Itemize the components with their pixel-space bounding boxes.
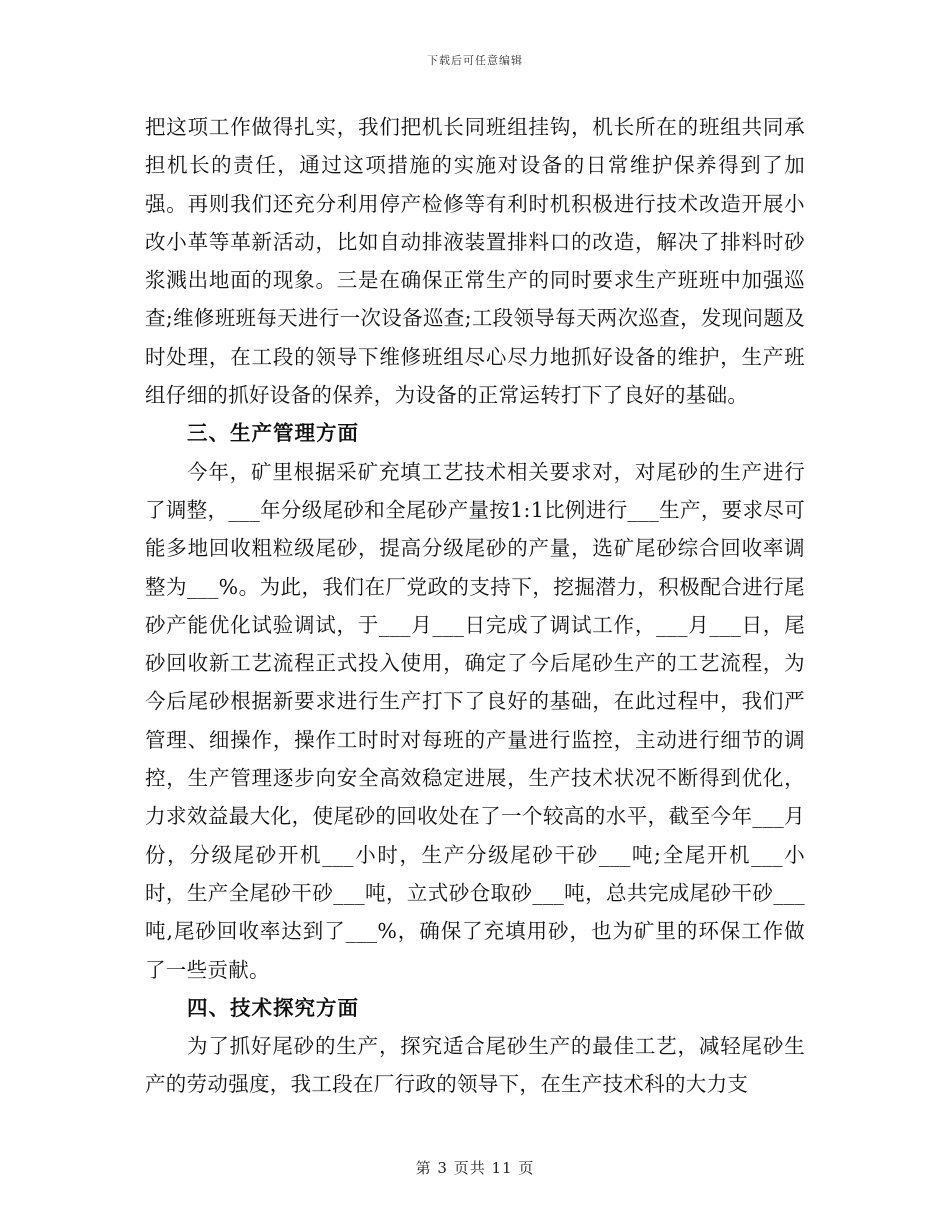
paragraph-technical-research: 为了抓好尾砂的生产，探究适合尾砂生产的最佳工艺，减轻尾砂生产的劳动强度，我工段在厂行政的领导下，在生产技术科的大力支 [145, 1034, 805, 1097]
page-header: 下载后可任意编辑 [427, 54, 523, 67]
document-body [145, 108, 805, 1104]
section-heading-technical-research: 四、技术探究方面 [187, 995, 359, 1020]
section-heading-production-management: 三、生产管理方面 [187, 421, 359, 446]
paragraph-equipment-maintenance: 把这项工作做得扎实，我们把机长同班组挂钩，机长所在的班组共同承担机长的责任，通过这项措施的实施对设备的日常维护保养得到了加强。再则我们还充分利用停产检修等有利时机积极进行技术改造开展小改小革等革新活动，比如自动排液装置排料口的改造，解决了排料时砂浆溅出地面的现象。三是在确保正常生产的同时要求生产班班中加强巡查;维修班班每天进行一次设备巡查;工段领导每天两次巡查，发现问题及时处理，在工段的领导下维修班组尽心尽力地抓好设备的维护，生产班组仔细的抓好设备的保养，为设备的正常运转打下了良好的基础。 [145, 115, 805, 408]
paragraph-production-management: 今年，矿里根据采矿充填工艺技术相关要求对，对尾砂的生产进行了调整，___年分级尾砂和全尾砂产量按1:1比例进行___生产，要求尽可能多地回收粗粒级尾砂，提高分级尾砂的产量，选矿尾砂综合回收率调整为___%。为此，我们在厂党政的支持下，挖掘潜力，积极配合进行尾砂产能优化试验调试，于___月___日完成了调试工作，___月___日，尾砂回收新工艺流程正式投入使用，确定了今后尾砂生产的工艺流程，为今后尾砂根据新要求进行生产打下了良好的基础，在此过程中，我们严管理、细操作，操作工时时对每班的产量进行监控，主动进行细节的调控，生产管理逐步向安全高效稳定进展，生产技术状况不断得到优化，力求效益最大化，使尾砂的回收处在了一个较高的水平，截至今年___月份，分级尾砂开机___小时，生产分级尾砂干砂___吨;全尾开机___小时，生产全尾砂干砂___吨，立式砂仓取砂___吨，总共完成尾砂干砂___吨,尾砂回收率达到了___%，确保了充填用砂，也为矿里的环保工作做了一些贡献。 [145, 459, 805, 982]
page-number-footer: 第 3 页共 11 页 [415, 1159, 535, 1177]
